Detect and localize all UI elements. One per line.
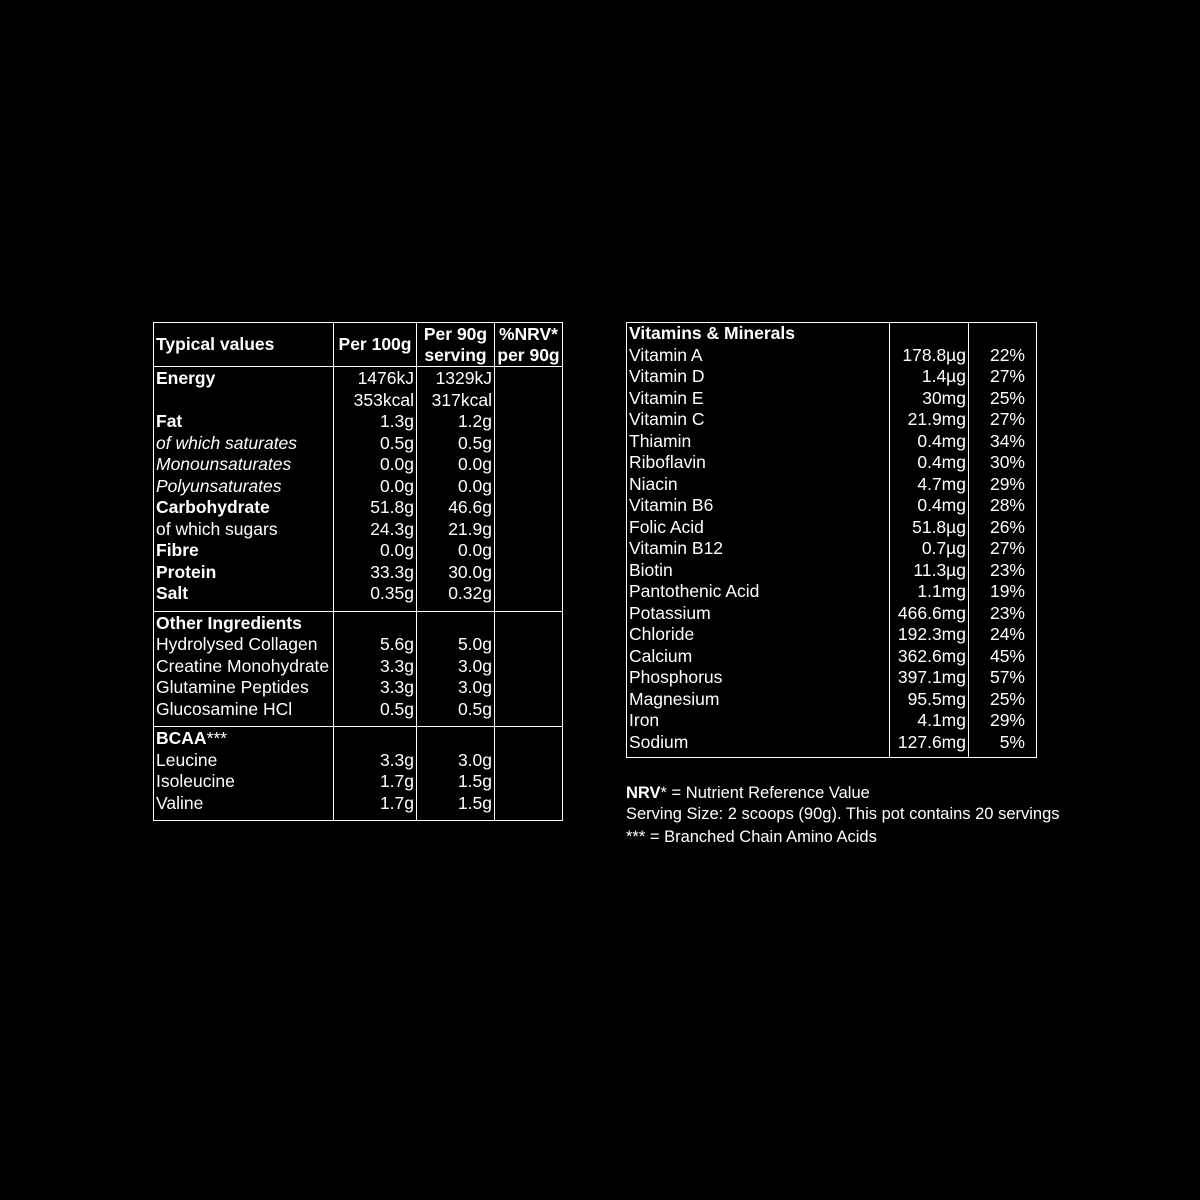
empty-cell	[495, 793, 563, 821]
nrv-value	[495, 583, 563, 611]
per-90g-value: 1.5g	[417, 771, 495, 793]
vitamin-nrv: 30%	[969, 452, 1037, 474]
nutrient-label: Salt	[154, 583, 334, 611]
nrv-footnote	[626, 783, 1060, 804]
per-100g-value: 5.6g	[334, 634, 417, 656]
vitamin-nrv: 29%	[969, 474, 1037, 496]
empty-cell	[495, 727, 563, 750]
vitamin-nrv: 23%	[969, 603, 1037, 625]
vitamin-row	[627, 560, 1037, 582]
empty-cell	[495, 634, 563, 656]
per-90g-value: 0.0g	[417, 454, 495, 476]
vitamins-title: Vitamins & Minerals	[627, 323, 890, 345]
nutrition-row	[154, 367, 563, 390]
vitamin-name: Iron	[627, 710, 890, 732]
vitamin-name: Vitamin E	[627, 388, 890, 410]
other-ingredients-title-row	[154, 611, 563, 634]
header-nrv-line1: %NRV*	[498, 323, 558, 344]
per-100g-value: 0.0g	[334, 454, 417, 476]
nutrition-row	[154, 433, 563, 455]
nrv-value	[495, 454, 563, 476]
per-100g-value: 33.3g	[334, 562, 417, 584]
vitamin-row	[627, 474, 1037, 496]
ingredient-row	[154, 656, 563, 678]
nutrient-label: Fat	[154, 411, 334, 433]
header-per-90g-line1: Per 90g	[423, 323, 488, 344]
nutrition-main-section	[154, 367, 563, 612]
nutrition-row	[154, 454, 563, 476]
empty-cell	[334, 727, 417, 750]
vitamins-table	[626, 322, 1037, 758]
vitamin-row	[627, 667, 1037, 689]
vitamin-amount: 0.4mg	[890, 431, 969, 453]
vitamin-amount: 0.4mg	[890, 495, 969, 517]
per-100g-value: 353kcal	[334, 390, 417, 412]
vitamin-amount: 362.6mg	[890, 646, 969, 668]
per-100g-value: 1.7g	[334, 793, 417, 821]
bcaa-section	[154, 727, 563, 821]
per-90g-value: 3.0g	[417, 677, 495, 699]
vitamin-nrv: 27%	[969, 409, 1037, 431]
vitamin-row	[627, 431, 1037, 453]
per-90g-value: 317kcal	[417, 390, 495, 412]
nutrition-row	[154, 497, 563, 519]
vitamin-nrv: 19%	[969, 581, 1037, 603]
bcaa-title: BCAA	[156, 728, 207, 748]
vitamin-name: Phosphorus	[627, 667, 890, 689]
per-100g-value: 3.3g	[334, 656, 417, 678]
per-90g-value: 30.0g	[417, 562, 495, 584]
per-90g-value: 0.0g	[417, 476, 495, 498]
header-per-90g-serving	[417, 323, 495, 367]
other-ingredients-title: Other Ingredients	[154, 611, 334, 634]
nutrient-label: Carbohydrate	[154, 497, 334, 519]
nrv-value	[495, 540, 563, 562]
vitamin-nrv: 24%	[969, 624, 1037, 646]
empty-cell	[495, 677, 563, 699]
ingredient-label: Creatine Monohydrate	[154, 656, 334, 678]
per-100g-value: 1.3g	[334, 411, 417, 433]
nrv-value	[495, 519, 563, 541]
per-100g-value: 0.0g	[334, 476, 417, 498]
vitamin-row	[627, 624, 1037, 646]
vitamin-row	[627, 538, 1037, 560]
vitamins-title-row	[627, 323, 1037, 345]
nutrient-label	[154, 390, 334, 412]
vitamin-name: Vitamin B6	[627, 495, 890, 517]
vitamin-nrv: 22%	[969, 345, 1037, 367]
vitamin-amount: 51.8µg	[890, 517, 969, 539]
vitamin-name: Folic Acid	[627, 517, 890, 539]
nrv-value	[495, 497, 563, 519]
nrv-value	[495, 367, 563, 390]
vitamin-amount: 127.6mg	[890, 732, 969, 758]
vitamin-nrv: 29%	[969, 710, 1037, 732]
vitamins-body	[627, 323, 1037, 758]
footnotes	[626, 783, 1060, 848]
per-90g-value: 5.0g	[417, 634, 495, 656]
vitamin-row	[627, 689, 1037, 711]
vitamin-name: Potassium	[627, 603, 890, 625]
vitamin-row	[627, 409, 1037, 431]
per-100g-value: 1476kJ	[334, 367, 417, 390]
nrv-term: NRV	[626, 784, 661, 802]
vitamin-nrv: 25%	[969, 689, 1037, 711]
vitamin-nrv: 28%	[969, 495, 1037, 517]
empty-cell	[495, 656, 563, 678]
per-90g-value: 3.0g	[417, 750, 495, 772]
vitamin-amount: 4.1mg	[890, 710, 969, 732]
nutrition-row	[154, 540, 563, 562]
vitamin-nrv: 23%	[969, 560, 1037, 582]
vitamin-name: Sodium	[627, 732, 890, 758]
vitamin-nrv: 27%	[969, 538, 1037, 560]
bcaa-row	[154, 771, 563, 793]
nutrient-label: Fibre	[154, 540, 334, 562]
vitamins-title-spacer	[969, 323, 1037, 345]
bcaa-marker: ***	[206, 728, 227, 748]
per-90g-value: 0.5g	[417, 699, 495, 727]
nutrient-label: of which saturates	[154, 433, 334, 455]
per-90g-value: 46.6g	[417, 497, 495, 519]
vitamin-name: Thiamin	[627, 431, 890, 453]
per-90g-value: 0.32g	[417, 583, 495, 611]
per-100g-value: 0.0g	[334, 540, 417, 562]
empty-cell	[417, 727, 495, 750]
header-nrv-line2: per 90g	[497, 344, 560, 365]
vitamin-amount: 95.5mg	[890, 689, 969, 711]
nutrition-table	[153, 322, 563, 821]
vitamin-nrv: 57%	[969, 667, 1037, 689]
per-100g-value: 51.8g	[334, 497, 417, 519]
amino-acid-label: Leucine	[154, 750, 334, 772]
nutrient-label: Protein	[154, 562, 334, 584]
nutrient-label: Energy	[154, 367, 334, 390]
vitamin-amount: 11.3µg	[890, 560, 969, 582]
vitamin-amount: 466.6mg	[890, 603, 969, 625]
empty-cell	[495, 699, 563, 727]
empty-cell	[495, 771, 563, 793]
vitamin-amount: 30mg	[890, 388, 969, 410]
vitamin-nrv: 25%	[969, 388, 1037, 410]
vitamin-name: Riboflavin	[627, 452, 890, 474]
vitamin-name: Vitamin D	[627, 366, 890, 388]
nutrition-header-row	[154, 323, 563, 367]
vitamin-name: Pantothenic Acid	[627, 581, 890, 603]
bcaa-footnote: *** = Branched Chain Amino Acids	[626, 828, 877, 846]
nrv-value	[495, 433, 563, 455]
per-100g-value: 24.3g	[334, 519, 417, 541]
nrv-value	[495, 476, 563, 498]
vitamin-amount: 4.7mg	[890, 474, 969, 496]
vitamin-row	[627, 366, 1037, 388]
vitamin-name: Vitamin C	[627, 409, 890, 431]
empty-cell	[495, 611, 563, 634]
vitamin-amount: 21.9mg	[890, 409, 969, 431]
vitamin-row	[627, 452, 1037, 474]
other-ingredients-section	[154, 611, 563, 727]
ingredient-label: Glucosamine HCl	[154, 699, 334, 727]
vitamin-nrv: 27%	[969, 366, 1037, 388]
vitamin-nrv: 5%	[969, 732, 1037, 758]
vitamin-name: Magnesium	[627, 689, 890, 711]
vitamin-row	[627, 603, 1037, 625]
ingredient-label: Glutamine Peptides	[154, 677, 334, 699]
nutrient-label: of which sugars	[154, 519, 334, 541]
per-100g-value: 0.5g	[334, 433, 417, 455]
per-90g-value: 0.5g	[417, 433, 495, 455]
per-100g-value: 3.3g	[334, 677, 417, 699]
per-90g-value: 21.9g	[417, 519, 495, 541]
nutrition-row	[154, 476, 563, 498]
vitamin-row	[627, 646, 1037, 668]
vitamin-amount: 1.1mg	[890, 581, 969, 603]
vitamin-row	[627, 732, 1037, 758]
nrv-value	[495, 390, 563, 412]
empty-cell	[417, 611, 495, 634]
vitamin-row	[627, 495, 1037, 517]
nutrition-row	[154, 562, 563, 584]
nrv-definition: * = Nutrient Reference Value	[660, 784, 870, 802]
bcaa-title-row	[154, 727, 563, 750]
vitamin-amount: 0.4mg	[890, 452, 969, 474]
vitamin-row	[627, 581, 1037, 603]
vitamin-name: Vitamin B12	[627, 538, 890, 560]
vitamin-amount: 0.7µg	[890, 538, 969, 560]
vitamin-name: Biotin	[627, 560, 890, 582]
ingredient-row	[154, 634, 563, 656]
vitamin-amount: 397.1mg	[890, 667, 969, 689]
nutrition-row	[154, 390, 563, 412]
empty-cell	[495, 750, 563, 772]
header-per-90g-line2: serving	[424, 344, 487, 365]
bcaa-title-cell	[154, 727, 334, 750]
vitamin-name: Vitamin A	[627, 345, 890, 367]
per-90g-value: 1.5g	[417, 793, 495, 821]
header-per-100g: Per 100g	[334, 323, 417, 367]
ingredient-label: Hydrolysed Collagen	[154, 634, 334, 656]
per-90g-value: 1.2g	[417, 411, 495, 433]
ingredient-row	[154, 699, 563, 727]
ingredient-row	[154, 677, 563, 699]
vitamin-nrv: 26%	[969, 517, 1037, 539]
vitamin-name: Calcium	[627, 646, 890, 668]
nutrient-label: Monounsaturates	[154, 454, 334, 476]
vitamin-amount: 192.3mg	[890, 624, 969, 646]
amino-acid-label: Isoleucine	[154, 771, 334, 793]
vitamin-row	[627, 345, 1037, 367]
nutrition-row	[154, 519, 563, 541]
vitamin-row	[627, 388, 1037, 410]
vitamin-nrv: 34%	[969, 431, 1037, 453]
per-90g-value: 1329kJ	[417, 367, 495, 390]
header-nrv	[495, 323, 563, 367]
nrv-value	[495, 562, 563, 584]
header-typical-values: Typical values	[154, 323, 334, 367]
per-100g-value: 0.35g	[334, 583, 417, 611]
empty-cell	[334, 611, 417, 634]
per-90g-value: 0.0g	[417, 540, 495, 562]
vitamin-name: Niacin	[627, 474, 890, 496]
per-100g-value: 3.3g	[334, 750, 417, 772]
per-90g-value: 3.0g	[417, 656, 495, 678]
vitamin-amount: 1.4µg	[890, 366, 969, 388]
per-100g-value: 1.7g	[334, 771, 417, 793]
vitamins-title-spacer	[890, 323, 969, 345]
nutrition-row	[154, 583, 563, 611]
vitamin-amount: 178.8µg	[890, 345, 969, 367]
bcaa-row	[154, 793, 563, 821]
nutrient-label: Polyunsaturates	[154, 476, 334, 498]
bcaa-row	[154, 750, 563, 772]
nrv-value	[495, 411, 563, 433]
per-100g-value: 0.5g	[334, 699, 417, 727]
vitamin-row	[627, 517, 1037, 539]
serving-footnote: Serving Size: 2 scoops (90g). This pot contains 20 servings	[626, 805, 1060, 823]
nutrition-row	[154, 411, 563, 433]
vitamin-name: Chloride	[627, 624, 890, 646]
amino-acid-label: Valine	[154, 793, 334, 821]
vitamin-row	[627, 710, 1037, 732]
vitamin-nrv: 45%	[969, 646, 1037, 668]
